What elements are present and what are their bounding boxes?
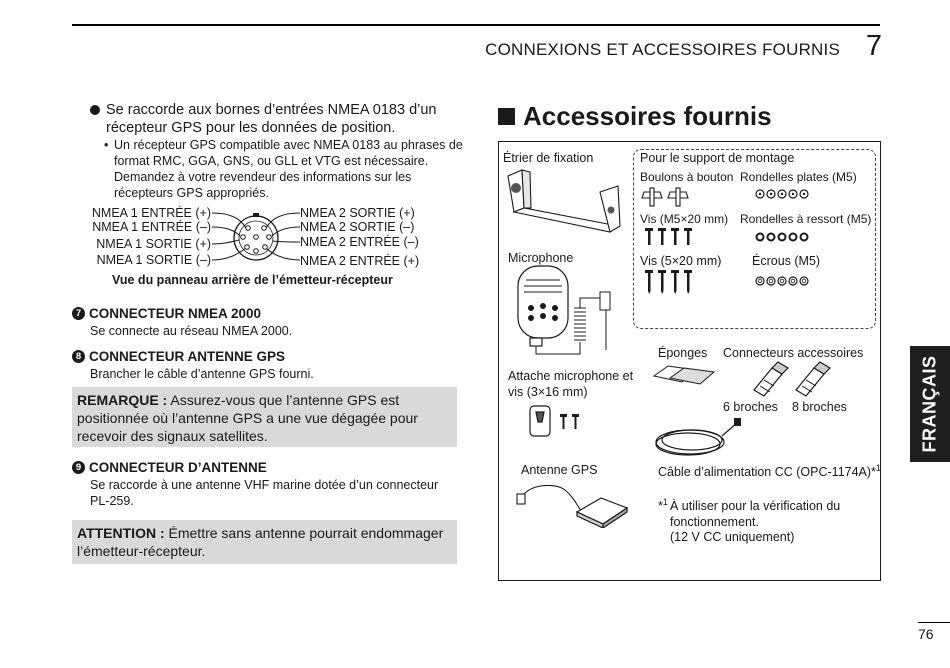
pin-label-nmea1-out-plus: NMEA 1 SORTIE (+) (96, 237, 211, 251)
section-8-title: CONNECTEUR ANTENNE GPS (89, 349, 286, 364)
mic-hanger-label: Attache microphone et vis (3×16 mm) (508, 369, 634, 399)
footnote-sup: 1 (662, 497, 668, 507)
heading-square-icon (498, 108, 515, 125)
acc-connectors-label: Connecteurs accessoires (723, 346, 864, 360)
footnote-marker (658, 497, 668, 513)
section-9-title: CONNECTEUR D’ANTENNE (89, 460, 267, 475)
spring-washer-icon (754, 231, 810, 243)
knob-bolts-label: Boulons à bouton (640, 170, 734, 184)
screws-5x20-label: Vis (5×20 mm) (640, 254, 722, 268)
footnote-text: À utiliser pour la vérification du fonctionnement. (670, 499, 841, 529)
footer-rule (918, 622, 950, 623)
nmea0183-subnote (104, 137, 464, 201)
accessories-title: Accessoires fournis (523, 101, 772, 131)
remark-text: Assurez-vous que l’antenne GPS est positionnée où l’antenne GPS a une vue dégagée pour recevoir des signaux satellites. (77, 392, 418, 444)
connector-key (253, 213, 259, 217)
pin-label-nmea1-out-minus: NMEA 1 SORTIE (–) (96, 253, 211, 267)
acc-connector-icon (748, 360, 858, 398)
attention-label: ATTENTION : (77, 525, 165, 541)
language-tab (910, 346, 950, 462)
sponge-icon (652, 362, 718, 386)
remark-label: REMARQUE : (77, 392, 168, 408)
footnote-voltage: (12 V CC uniquement) (670, 530, 795, 544)
dc-cable-icon (650, 416, 742, 464)
nuts-label: Écrous (M5) (752, 254, 821, 268)
remark-box (72, 387, 457, 447)
mount-support-label: Pour le support de montage (640, 151, 795, 165)
mic-hanger-icon (528, 404, 584, 438)
section-9-number: 9 (72, 461, 85, 474)
section-7-heading (72, 306, 261, 321)
knob-bolt-icon (640, 186, 690, 208)
microphone-label: Microphone (508, 251, 574, 265)
gps-antenna-icon (515, 480, 631, 528)
bracket-label: Étrier de fixation (503, 151, 594, 165)
pin-label-nmea2-out-plus: NMEA 2 SORTIE (+) (300, 206, 415, 220)
pin-label-nmea2-out-minus: NMEA 2 SORTIE (–) (300, 220, 415, 234)
attention-box (72, 520, 457, 564)
flat-washers-label: Rondelles plates (M5) (740, 170, 857, 184)
header-rule (72, 24, 880, 26)
section-9-heading (72, 460, 267, 475)
section-7-number: 7 (72, 307, 85, 320)
pin-label-nmea2-in-plus: NMEA 2 ENTRÉE (+) (300, 254, 420, 268)
accessories-heading (498, 101, 772, 132)
bullet-dot (90, 105, 100, 115)
section-9-text: Se raccorde à une antenne VHF marine dotée d’un connecteur PL-259. (90, 478, 439, 508)
attention-text: Émettre sans antenne pourrait endommager l’émetteur-récepteur. (77, 525, 444, 559)
page-number: 76 (918, 626, 934, 642)
section-8-text: Brancher le câble d’antenne GPS fourni. (90, 367, 314, 381)
spring-washers-label: Rondelles à ressort (M5) (740, 212, 872, 226)
section-8-heading (72, 349, 285, 364)
gps-antenna-label: Antenne GPS (521, 463, 598, 477)
six-pins-label: 6 broches (723, 400, 778, 414)
sub-bullet: • (104, 138, 109, 152)
diagram-caption: Vue du panneau arrière de l’émetteur-récepteur (112, 273, 393, 287)
nmea0183-bullet (90, 101, 460, 137)
leader-line (266, 213, 300, 228)
dc-cable-sup: 1 (875, 463, 881, 473)
mounting-bracket-icon (500, 168, 630, 243)
section-8-number: 8 (72, 350, 85, 363)
section-7-text: Se connecte au réseau NMEA 2000. (90, 324, 293, 338)
dc-cable-label (658, 463, 881, 479)
microphone-icon (500, 262, 630, 362)
screws-m5x20-label: Vis (M5×20 mm) (640, 212, 729, 226)
eight-pins-label: 8 broches (792, 400, 847, 414)
nut-icon (754, 275, 810, 287)
screw-5x20-icon (645, 270, 695, 294)
nmea0183-subnote-text: Un récepteur GPS compatible avec NMEA 0183 au phrases de format RMC, GGA, GNS, ou GLL et VTG est nécessaire. Demandez à votre revendeur des informations sur les récepteurs GPS appropriés. (114, 138, 463, 200)
nmea0183-text: Se raccorde aux bornes d’entrées NMEA 0183 d’un récepteur GPS pour les données de position. (106, 102, 437, 136)
section-7-title: CONNECTEUR NMEA 2000 (89, 306, 262, 321)
sponges-label: Éponges (658, 346, 708, 360)
pin-label-nmea1-in-minus: NMEA 1 ENTRÉE (–) (92, 220, 211, 234)
footnote-asterisk: * (658, 499, 663, 514)
chapter-number: 7 (865, 30, 882, 62)
chapter-title: CONNEXIONS ET ACCESSOIRES FOURNIS (485, 40, 840, 59)
nmea-connector-diagram (210, 206, 302, 270)
pin-label-nmea2-in-minus: NMEA 2 ENTRÉE (–) (300, 235, 419, 249)
pin-label-nmea1-in-plus: NMEA 1 ENTRÉE (+) (91, 206, 211, 220)
language-tab-label: FRANÇAIS (919, 355, 940, 453)
leader-line (212, 213, 246, 228)
dc-cable-name: Câble d’alimentation CC (OPC-1174A)* (658, 465, 876, 480)
screw-m5-icon (645, 228, 695, 246)
flat-washer-icon (754, 188, 810, 200)
